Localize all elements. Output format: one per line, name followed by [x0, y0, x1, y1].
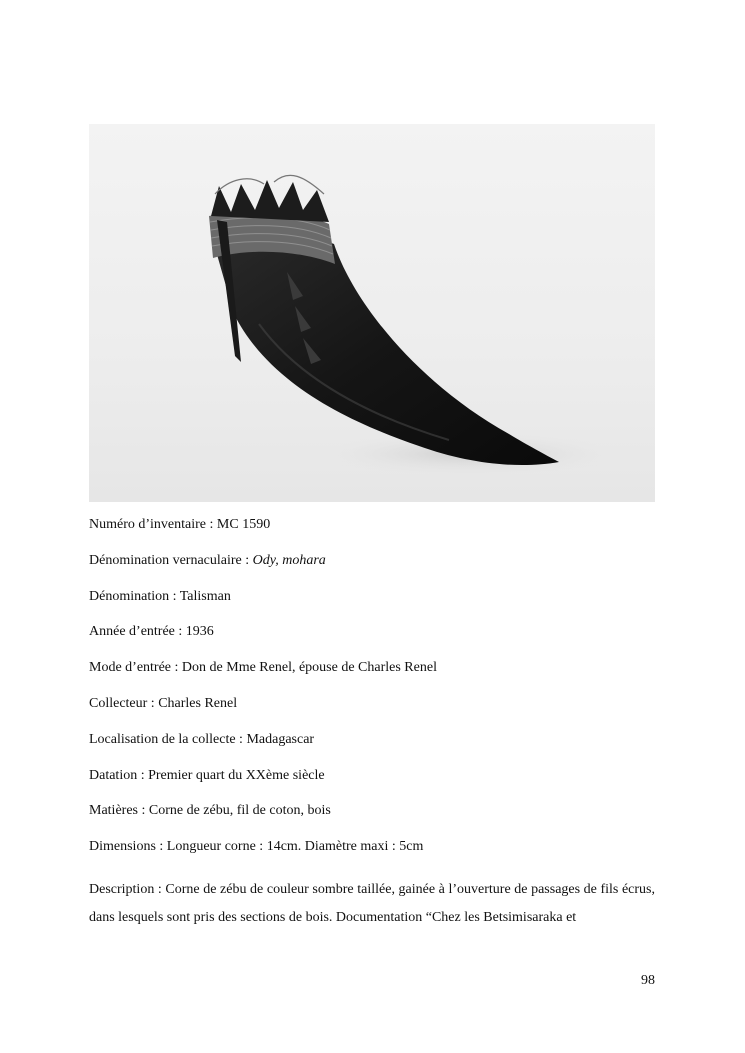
field-denomination: Dénomination : Talisman	[89, 588, 231, 604]
field-collection-location: Localisation de la collecte : Madagascar	[89, 731, 315, 747]
field-entry-mode: Mode d’entrée : Don de Mme Renel, épouse de Charles Renel	[89, 660, 437, 676]
catalog-fields	[89, 516, 655, 856]
wooden-teeth	[211, 180, 329, 222]
description-paragraph: Description : Corne de zébu de couleur sombre taillée, gainée à l’ouverture de passages de fils écrus, dans lesquels sont pris des sections de bois. Documentation “Chez les Betsimisaraka et	[89, 882, 655, 925]
field-dimensions: Dimensions : Longueur corne : 14cm. Diamètre maxi : 5cm	[89, 839, 424, 855]
horn-body	[214, 232, 559, 465]
field-inventory-number: Numéro d’inventaire : MC 1590	[89, 517, 271, 532]
object-photo	[89, 124, 655, 502]
field-vernacular-name: Dénomination vernaculaire : Ody, mohara	[89, 552, 326, 568]
field-collector: Collecteur : Charles Renel	[89, 695, 238, 711]
horn-illustration	[89, 124, 655, 502]
field-entry-year: Année d’entrée : 1936	[89, 624, 214, 640]
field-dating: Datation : Premier quart du XXème siècle	[89, 767, 325, 783]
field-materials: Matières : Corne de zébu, fil de coton, bois	[89, 803, 331, 819]
page-number: 98	[641, 973, 655, 988]
